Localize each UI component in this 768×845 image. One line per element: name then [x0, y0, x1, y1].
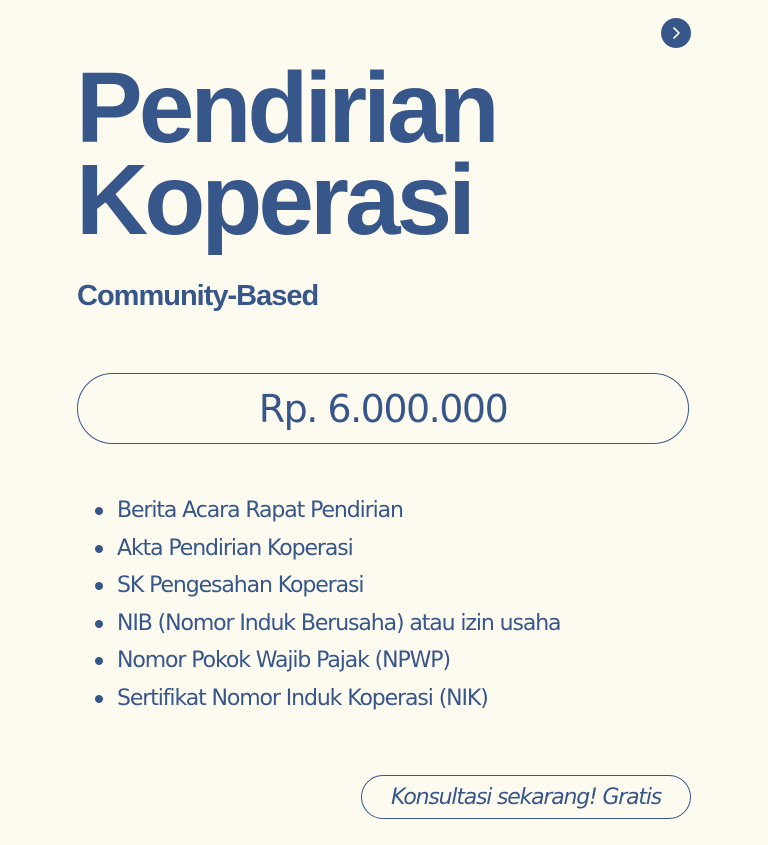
bullet-icon: [95, 507, 103, 515]
list-item: [94, 604, 560, 642]
title-line-2: Koperasi: [76, 144, 472, 256]
list-item-label: Akta Pendirian Koperasi: [117, 535, 353, 561]
next-slide-button[interactable]: [661, 18, 691, 48]
list-item: [94, 566, 560, 604]
list-item: [94, 641, 560, 679]
page-title: [76, 52, 496, 256]
subtitle: Community-Based: [77, 280, 319, 312]
list-item-label: NIB (Nomor Induk Berusaha) atau izin usaha: [117, 610, 561, 636]
list-item: [94, 529, 560, 567]
chevron-right-icon: [670, 26, 682, 40]
title-line-1: Pendirian: [76, 52, 496, 164]
list-item: [94, 491, 560, 529]
bullet-icon: [95, 582, 103, 590]
bullet-icon: [95, 695, 103, 703]
list-item-label: Berita Acara Rapat Pendirian: [117, 498, 403, 523]
price-label: Rp. 6.000.000: [258, 386, 508, 431]
price-box: [77, 373, 689, 444]
consultation-button-label: Konsultasi sekarang! Gratis: [390, 784, 662, 810]
list-item-label: SK Pengesahan Koperasi: [117, 573, 364, 598]
consultation-button[interactable]: [361, 775, 691, 819]
document-list: [94, 491, 560, 716]
bullet-icon: [95, 657, 103, 665]
bullet-icon: [95, 620, 103, 628]
list-item-label: Sertifikat Nomor Induk Koperasi (NIK): [117, 685, 488, 711]
list-item: [94, 679, 560, 717]
bullet-icon: [95, 545, 103, 553]
list-item-label: Nomor Pokok Wajib Pajak (NPWP): [117, 648, 450, 673]
